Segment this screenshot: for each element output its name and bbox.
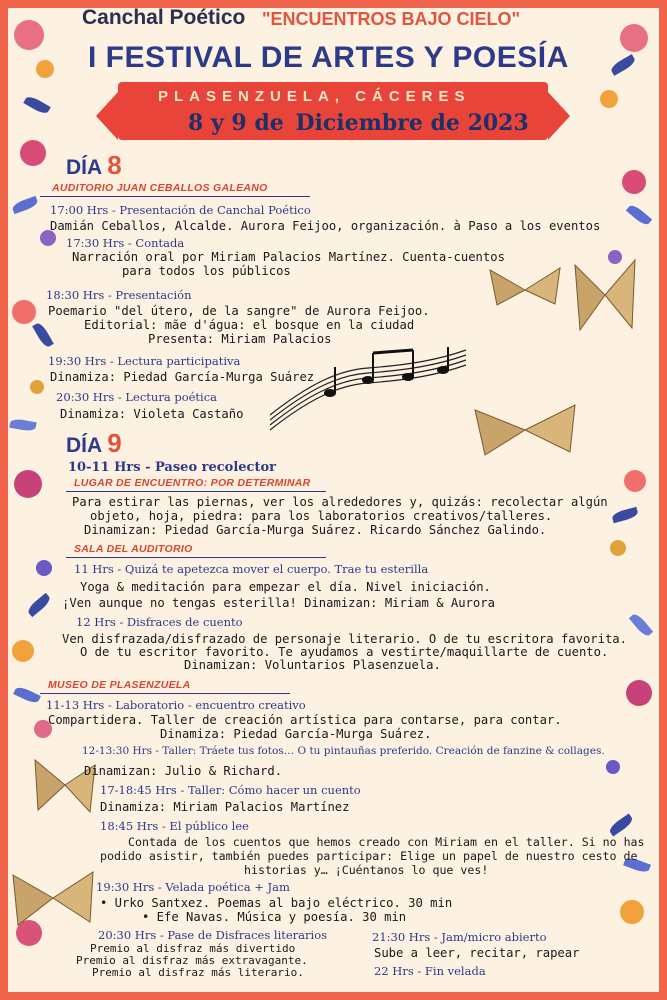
event-description: objeto, hoja, piedra: para los laboratorios creativos/talleres. xyxy=(90,509,553,523)
divider xyxy=(40,196,310,197)
date-prefix: 8 y 9 de xyxy=(188,110,284,136)
flying-book-icon xyxy=(570,250,640,340)
event-description: Poemario "del útero, de la sangre" de Aurora Feijoo. xyxy=(48,304,430,318)
event-time: 10-11 Hrs - Paseo recolector xyxy=(68,460,276,475)
music-notes-icon xyxy=(268,345,468,440)
venue-sala: SALA DEL AUDITORIO xyxy=(74,543,193,555)
event-time: 20:30 Hrs - Pase de Disfraces literarios xyxy=(98,928,328,942)
event-time: 21:30 Hrs - Jam/micro abierto xyxy=(372,930,547,944)
event-time: 11 Hrs - Quizá te apetezca mover el cuerpo. Trae tu esterilla xyxy=(74,562,429,576)
event-description: Dinamiza: Piedad García-Murga Suárez xyxy=(50,370,315,384)
event-description: Compartidera. Taller de creación artística para contarse, para contar. xyxy=(48,713,562,727)
event-time: 17-18:45 Hrs - Taller: Cómo hacer un cuento xyxy=(100,783,361,797)
event-description: Narración oral por Miriam Palacios Martínez. Cuenta-cuentos xyxy=(72,250,505,264)
event-date xyxy=(188,110,529,136)
flying-book-icon xyxy=(30,750,100,820)
event-time: 18:30 Hrs - Presentación xyxy=(46,288,192,302)
event-description: Para estirar las piernas, ver los alrededores y, quizás: recolectar algún xyxy=(72,495,608,509)
event-description: Yoga & meditación para empezar el día. Nivel iniciación. xyxy=(80,580,491,594)
event-description: • Efe Navas. Música y poesía. 30 min xyxy=(142,910,407,924)
day-number: 8 xyxy=(107,150,122,180)
event-time: 19:30 Hrs - Velada poética + Jam xyxy=(96,880,290,894)
event-description: Presenta: Miriam Palacios xyxy=(148,332,332,346)
day-8-heading: DÍA 8 xyxy=(66,150,122,180)
event-time: 12 Hrs - Disfraces de cuento xyxy=(76,615,243,629)
event-time: 20:30 Hrs - Lectura poética xyxy=(56,390,218,404)
venue-museo: MUSEO DE PLASENZUELA xyxy=(48,679,191,691)
event-description: Dinamiza: Miriam Palacios Martínez xyxy=(100,800,350,814)
event-description: historias y… ¡Cuéntanos lo que ves! xyxy=(244,863,489,877)
venue-meeting: LUGAR DE ENCUENTRO: POR DETERMINAR xyxy=(74,477,311,489)
event-description: Premio al disfraz más extravagante. xyxy=(76,954,308,967)
event-description: Editorial: mãe d'água: el bosque en la ciudad xyxy=(84,318,415,332)
event-description: Dinamizan: Julio & Richard. xyxy=(84,764,283,778)
event-description: Damián Ceballos, Alcalde. Aurora Feijoo, organización. à Paso a los eventos xyxy=(50,219,601,233)
flying-book-icon xyxy=(485,260,565,320)
venue-auditorio: AUDITORIO JUAN CEBALLOS GALEANO xyxy=(52,182,268,194)
event-time: 19:30 Hrs - Lectura participativa xyxy=(48,354,241,368)
flying-book-icon xyxy=(8,860,98,930)
date-main: Diciembre de 2023 xyxy=(295,110,529,136)
event-description: O de tu escritor favorito. Te ayudamos a vestirte/maquillarte de cuento. xyxy=(80,645,609,659)
divider xyxy=(66,491,326,492)
event-description: Dinamizan: Piedad García-Murga Suárez. Ricardo Sánchez Galindo. xyxy=(84,523,547,537)
event-description: Contada de los cuentos que hemos creado con Miriam en el taller. Si no has xyxy=(128,835,645,849)
event-description: Dinamiza: Piedad García-Murga Suárez. xyxy=(160,727,432,741)
day-9-heading: DÍA 9 xyxy=(66,428,122,458)
event-time: 22 Hrs - Fin velada xyxy=(374,964,486,978)
event-description: • Urko Santxez. Poemas al bajo eléctrico. 30 min xyxy=(100,896,453,910)
event-time: 17:30 Hrs - Contada xyxy=(66,236,185,250)
event-time: 12-13:30 Hrs - Taller: Tráete tus fotos… O tu pintauñas preferido. Creación de fanzine & collages. xyxy=(82,745,605,757)
event-time: 11-13 Hrs - Laboratorio - encuentro creativo xyxy=(46,698,306,712)
event-description: Dinamizan: Voluntarios Plasenzuela. xyxy=(184,658,441,672)
event-description: ¡Ven aunque no tengas esterilla! Dinamizan: Miriam & Aurora xyxy=(62,596,495,610)
event-time: 18:45 Hrs - El público lee xyxy=(100,819,249,833)
event-description: Premio al disfraz más divertido xyxy=(90,942,296,955)
org-name: Canchal Poético xyxy=(82,6,246,29)
event-time: 17:00 Hrs - Presentación de Canchal Poético xyxy=(50,203,311,217)
event-description: podido asistir, también puedes participar: Elige un papel de nuestro cesto de xyxy=(100,849,638,863)
day-number: 9 xyxy=(107,428,122,458)
flying-book-icon xyxy=(470,390,580,460)
divider xyxy=(40,693,290,694)
festival-title: I FESTIVAL DE ARTES Y POESÍA xyxy=(88,41,569,74)
location-text: PLASENZUELA, CÁCERES xyxy=(158,88,471,105)
event-description: Premio al disfraz más literario. xyxy=(92,966,304,979)
event-description: para todos los públicos xyxy=(122,264,291,278)
event-description: Dinamiza: Violeta Castaño xyxy=(60,407,244,421)
event-description: Ven disfrazada/disfrazado de personaje literario. O de tu escritora favorita. xyxy=(62,632,627,646)
event-description: Sube a leer, recitar, rapear xyxy=(374,946,580,960)
divider xyxy=(66,557,326,558)
event-subtitle: "ENCUENTROS BAJO CIELO" xyxy=(262,9,521,29)
